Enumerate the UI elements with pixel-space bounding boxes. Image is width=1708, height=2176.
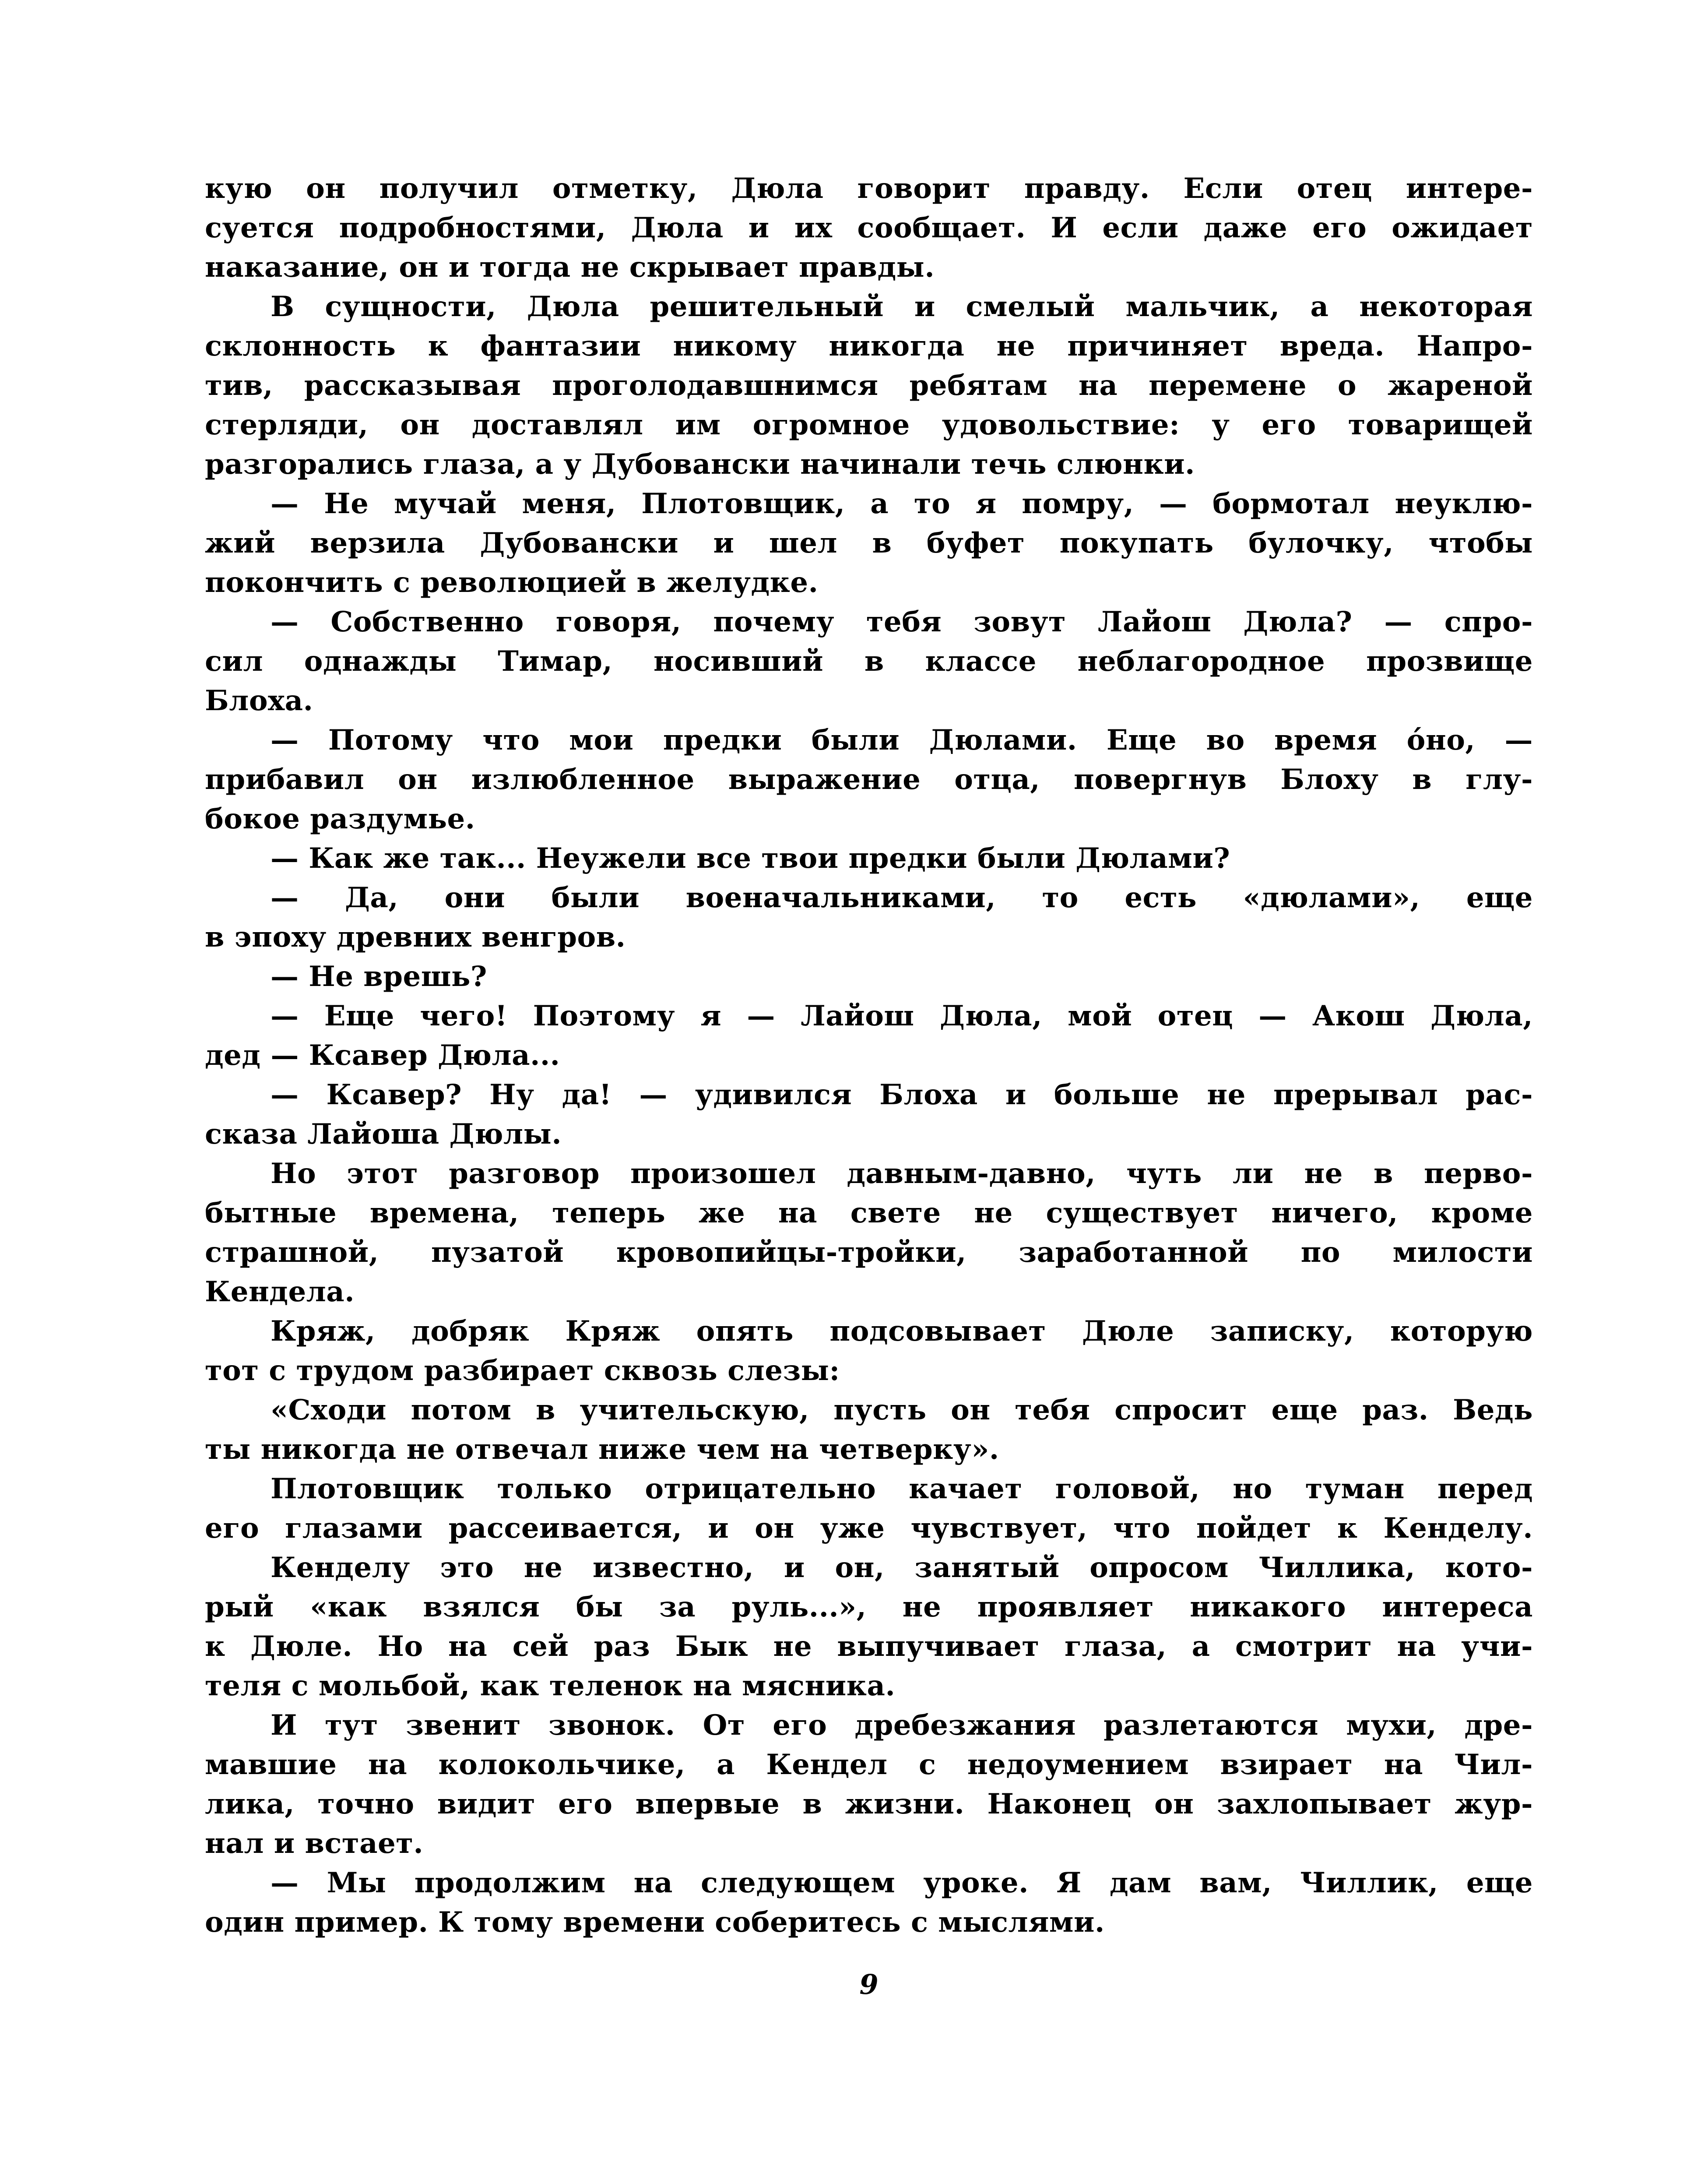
text-line: Плотовщик только отрицательно качает головой, но туман перед <box>271 1472 1533 1505</box>
text-block <box>205 169 1533 1942</box>
text-line: бытные времена, теперь же на свете не существует ничего, кроме <box>205 1197 1533 1229</box>
text-line: страшной, пузатой кровопийцы-тройки, заработанной по милости <box>205 1236 1533 1269</box>
text-line: «Сходи потом в учительскую, пусть он тебя спросит еще раз. Ведь <box>271 1394 1533 1426</box>
text-line: теля с мольбой, как теленок на мясника. <box>205 1669 896 1702</box>
text-line: тив, рассказывая проголодавшнимся ребятам на перемене о жареной <box>205 369 1533 402</box>
text-line: прибавил он излюбленное выражение отца, повергнув Блоху в глу- <box>205 763 1533 796</box>
text-line: дед — Ксавер Дюла... <box>205 1039 560 1072</box>
text-line: — Мы продолжим на следующем уроке. Я дам вам, Чиллик, еще <box>271 1866 1533 1899</box>
text-line: тот с трудом разбирает сквозь слезы: <box>205 1354 840 1387</box>
text-line: И тут звенит звонок. От его дребезжания разлетаются мухи, дре- <box>271 1709 1533 1742</box>
text-line: стерляди, он доставлял им огромное удовольствие: у его товарищей <box>205 408 1533 441</box>
text-line: бокое раздумье. <box>205 803 475 835</box>
text-line: нал и встает. <box>205 1827 424 1860</box>
text-line: Блоха. <box>205 684 313 717</box>
text-line: — Как же так... Неужели все твои предки были Дюлами? <box>271 842 1230 875</box>
text-line: — Не врешь? <box>271 960 487 993</box>
text-line: — Да, они были военачальниками, то есть «дюлами», еще <box>271 881 1533 914</box>
text-line: сказа Лайоша Дюлы. <box>205 1118 562 1151</box>
text-line: В сущности, Дюла решительный и смелый мальчик, а некоторая <box>271 290 1533 323</box>
text-line: — Еще чего! Поэтому я — Лайош Дюла, мой отец — Акош Дюла, <box>271 1000 1533 1032</box>
text-line: — Собственно говоря, почему тебя зовут Лайош Дюла? — спро- <box>271 606 1533 638</box>
text-line: — Потому что мои предки были Дюлами. Еще во время о́но, — <box>271 724 1533 757</box>
text-line: Кендела. <box>205 1275 355 1308</box>
text-line: покончить с революцией в желудке. <box>205 566 819 599</box>
text-line: мавшие на колокольчике, а Кендел с недоумением взирает на Чил- <box>205 1748 1533 1781</box>
text-line: к Дюле. Но на сей раз Бык не выпучивает глаза, а смотрит на учи- <box>205 1630 1533 1663</box>
text-line: Но этот разговор произошел давным-давно, чуть ли не в перво- <box>271 1157 1533 1190</box>
text-line: — Не мучай меня, Плотовщик, а то я помру, — бормотал неуклю- <box>271 487 1533 520</box>
text-line: в эпоху древних венгров. <box>205 921 626 954</box>
text-line: Кряж, добряк Кряж опять подсовывает Дюле записку, которую <box>271 1315 1533 1348</box>
text-line: его глазами рассеивается, и он уже чувствует, что пойдет к Кенделу. <box>205 1512 1533 1545</box>
text-line: склонность к фантазии никому никогда не причиняет вреда. Напро- <box>205 330 1533 363</box>
text-line: кую он получил отметку, Дюла говорит правду. Если отец интере- <box>205 172 1533 205</box>
text-line: разгорались глаза, а у Дубовански начинали течь слюнки. <box>205 448 1195 481</box>
text-line: наказание, он и тогда не скрывает правды. <box>205 251 935 284</box>
text-line: Кенделу это не известно, и он, занятый опросом Чиллика, кото- <box>271 1551 1533 1584</box>
page-number: 9 <box>859 1968 879 2000</box>
text-line: один пример. К тому времени соберитесь с мыслями. <box>205 1906 1105 1939</box>
text-line: лика, точно видит его впервые в жизни. Наконец он захлопывает жур- <box>205 1788 1533 1820</box>
text-line: — Ксавер? Ну да! — удивился Блоха и больше не прерывал рас- <box>271 1078 1533 1111</box>
text-line: сил однажды Тимар, носивший в классе неблагородное прозвище <box>205 645 1533 678</box>
text-line: жий верзила Дубовански и шел в буфет покупать булочку, чтобы <box>205 527 1533 560</box>
text-line: суется подробностями, Дюла и их сообщает. И если даже его ожидает <box>205 211 1533 244</box>
text-line: ты никогда не отвечал ниже чем на четверку». <box>205 1433 999 1466</box>
text-line: рый «как взялся бы за руль...», не проявляет никакого интереса <box>205 1591 1533 1623</box>
